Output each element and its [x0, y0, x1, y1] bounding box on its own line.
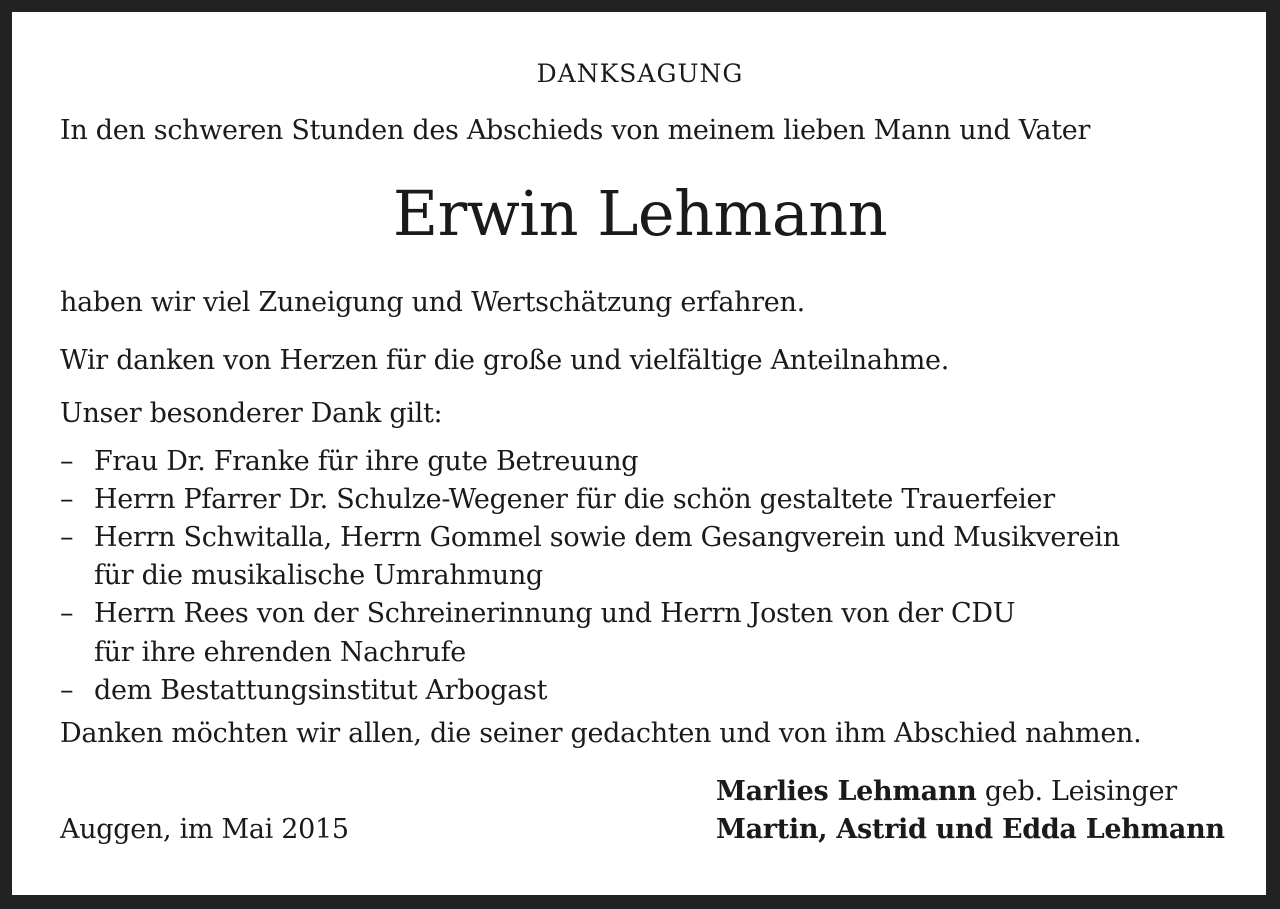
- thanks-heading: Unser besonderer Dank gilt:: [60, 398, 443, 429]
- place-date: Auggen, im Mai 2015: [60, 814, 349, 845]
- list-dash: –: [60, 484, 74, 515]
- deceased-name: Erwin Lehmann: [392, 177, 888, 250]
- notice-heading: DANKSAGUNG: [536, 59, 744, 88]
- list-item-text: dem Bestattungsinstitut Arbogast: [94, 675, 548, 706]
- signatory-line-1: [716, 775, 1177, 809]
- signatory-maiden-name: geb. Leisinger: [976, 776, 1177, 807]
- paragraph-2: Wir danken von Herzen für die große und vielfältige Anteilnahme.: [60, 345, 949, 376]
- list-dash: –: [60, 522, 74, 553]
- paragraph-1: haben wir viel Zuneigung und Wertschätzung erfahren.: [60, 287, 805, 318]
- signatory-line-2: Martin, Astrid und Edda Lehmann: [716, 814, 1225, 845]
- list-dash: –: [60, 446, 74, 477]
- signatory-name: Marlies Lehmann: [716, 776, 977, 807]
- list-item-text: Herrn Pfarrer Dr. Schulze-Wegener für die schön gestaltete Trauerfeier: [94, 484, 1055, 515]
- intro-text: In den schweren Stunden des Abschieds von meinem lieben Mann und Vater: [60, 115, 1091, 146]
- list-item-text: Herrn Rees von der Schreinerinnung und Herrn Josten von der CDU: [94, 598, 1016, 629]
- list-item-text-continued: für die musikalische Umrahmung: [94, 560, 543, 591]
- list-dash: –: [60, 675, 74, 706]
- list-item-text: Frau Dr. Franke für ihre gute Betreuung: [94, 446, 639, 477]
- list-item-text-continued: für ihre ehrenden Nachrufe: [94, 637, 466, 668]
- list-item-text: Herrn Schwitalla, Herrn Gommel sowie dem Gesangverein und Musikverein: [94, 522, 1120, 553]
- closing-text: Danken möchten wir allen, die seiner gedachten und von ihm Abschied nahmen.: [60, 718, 1142, 749]
- list-dash: –: [60, 598, 74, 629]
